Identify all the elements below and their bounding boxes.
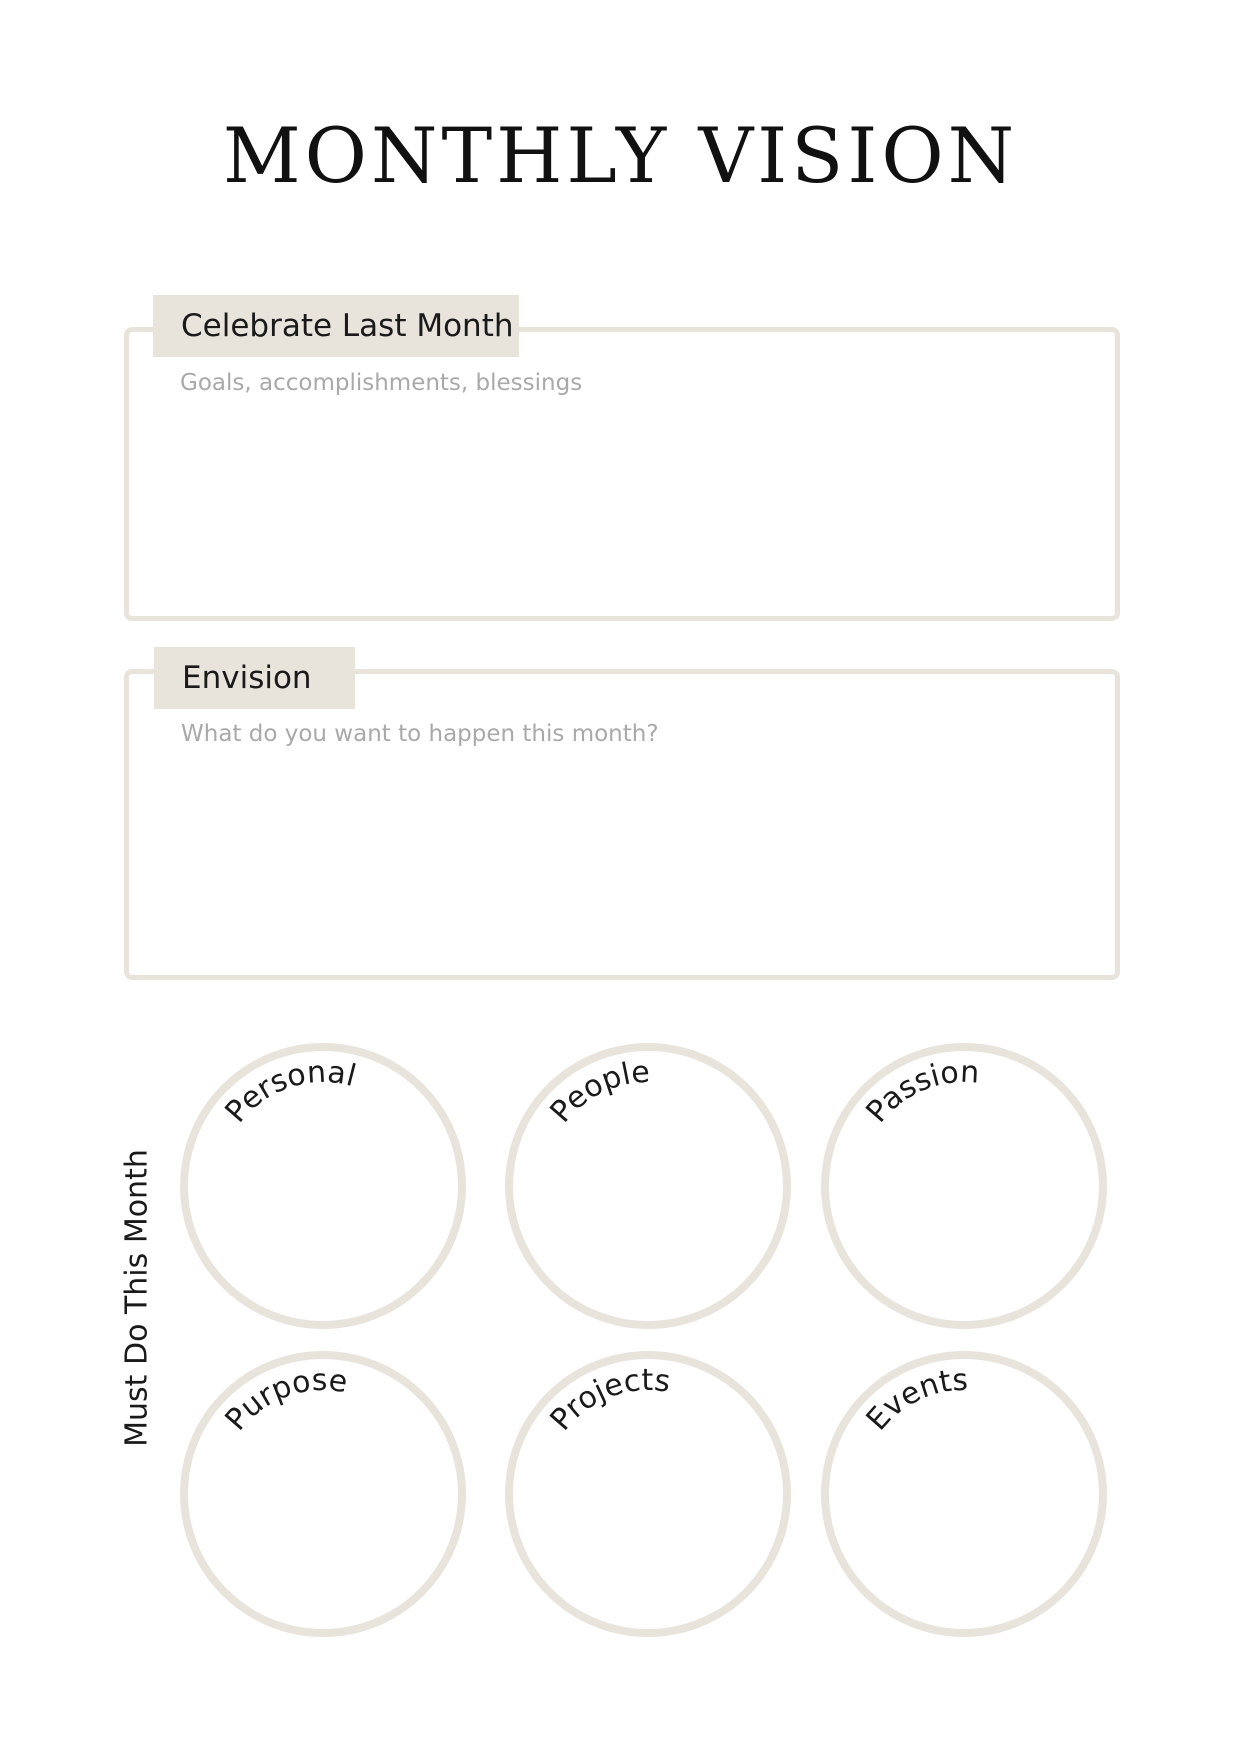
envision-hint: What do you want to happen this month? [181, 721, 659, 747]
celebrate-last-month-label: Celebrate Last Month [153, 295, 519, 357]
circle-events[interactable] [825, 1355, 1103, 1633]
celebrate-last-month-hint: Goals, accomplishments, blessings [180, 370, 583, 396]
circle-passion[interactable] [825, 1047, 1103, 1325]
circle-purpose[interactable] [184, 1355, 462, 1633]
must-do-this-month-label: Must Do This Month [119, 1149, 155, 1447]
circle-label-passion: Passion [859, 1054, 981, 1130]
circle-projects[interactable] [509, 1355, 787, 1633]
circle-label-personal: Personal [218, 1054, 360, 1130]
circle-people[interactable] [509, 1047, 787, 1325]
circle-label-events: Events [859, 1362, 969, 1438]
circle-label-purpose: Purpose [218, 1362, 350, 1438]
circle-label-people: People [543, 1054, 651, 1130]
envision-label: Envision [154, 647, 355, 709]
circle-label-projects: Projects [543, 1362, 673, 1438]
page-title: MONTHLY VISION [222, 111, 1019, 200]
circle-personal[interactable] [184, 1047, 462, 1325]
